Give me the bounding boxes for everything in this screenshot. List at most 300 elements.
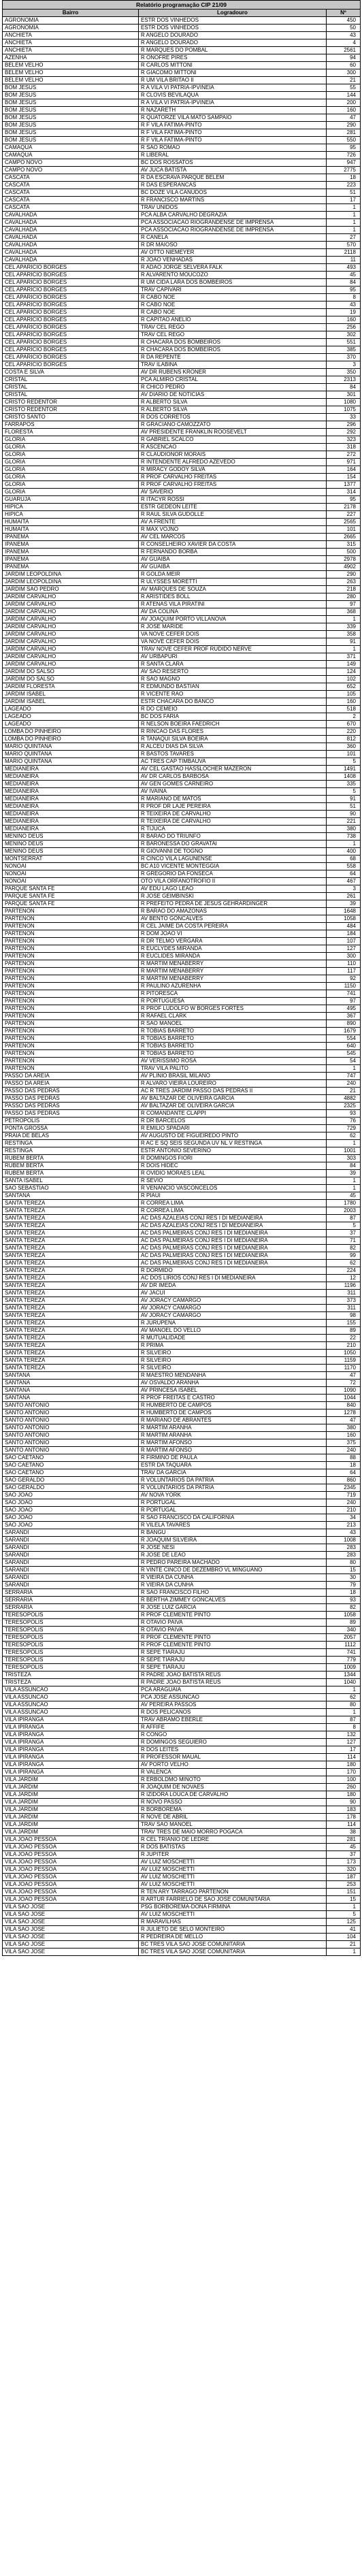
bairro-cell: SERRARIA [3,1604,139,1612]
numero-cell: 1044 [327,1395,361,1402]
bairro-cell: CRISTAL [3,376,139,384]
bairro-cell: SARANDI [3,1552,139,1559]
numero-cell: 43 [327,1529,361,1537]
numero-cell: 15 [327,1567,361,1574]
table-row [3,391,361,399]
logradouro-cell: TRAV CEL REGO [139,324,327,331]
logradouro-cell: R MARIANO DE ABRANTES [139,1417,327,1424]
table-row [3,1439,361,1447]
table-row [3,1589,361,1597]
logradouro-cell: R CLAUDIONOR MORAIS [139,451,327,459]
logradouro-cell: R SAO FRANCISCO FILHO [139,1589,327,1597]
bairro-cell: SANTANA [3,1192,139,1200]
bairro-cell: VILA IPIRANGA [3,1739,139,1746]
table-row [3,1215,361,1222]
logradouro-cell: AV SAVERIO [139,489,327,496]
logradouro-cell: R ALBERTO SILVA [139,406,327,414]
numero-cell: 92 [327,975,361,983]
bairro-cell: CEL APARICIO BORGES [3,354,139,361]
table-row [3,1499,361,1507]
bairro-cell: RUBEM BERTA [3,1170,139,1177]
numero-cell: 1170 [327,1365,361,1372]
logradouro-cell: VA NOVE CEFER DOIS [139,638,327,646]
bairro-cell: SANTO ANTONIO [3,1402,139,1409]
table-row [3,1851,361,1859]
table-row [3,983,361,990]
table-row [3,436,361,444]
numero-cell: 4882 [327,1095,361,1103]
numero-cell: 17 [327,197,361,204]
bairro-cell: SANTA TEREZA [3,1350,139,1357]
numero-cell: 170 [327,1769,361,1776]
numero-cell: 210 [327,1342,361,1350]
logradouro-cell: R CORREA LIMA [139,1207,327,1215]
numero-cell: 1 [327,1904,361,1911]
logradouro-cell: R CEL JAIME DA COSTA PEREIRA [139,923,327,930]
numero-cell: 101 [327,751,361,758]
logradouro-cell: R VOLUNTARIOS DA PATRIA [139,1477,327,1484]
logradouro-cell: AC DAS AZALEIAS CONJ RES I DI MEDIANEIRA [139,1215,327,1222]
bairro-cell: PARTENON [3,1020,139,1028]
numero-cell: 518 [327,706,361,713]
bairro-cell: PARTENON [3,1058,139,1065]
logradouro-cell: AC R TRES JARDIM PASSO DAS PEDRAS II [139,1088,327,1095]
bairro-cell: BELEM VELHO [3,77,139,84]
numero-cell: 27 [327,234,361,242]
bairro-cell: MENINO DEUS [3,833,139,841]
table-row [3,1522,361,1529]
table-row [3,1919,361,1926]
logradouro-cell: R PAULINO AZURENHA [139,983,327,990]
table-row [3,1559,361,1567]
bairro-cell: PRAIA DE BELAS [3,1132,139,1140]
bairro-cell: GLORIA [3,474,139,481]
numero-cell: 554 [327,1035,361,1043]
logradouro-cell: R DAS ESPERANCAS [139,182,327,189]
numero-cell: 97 [327,998,361,1005]
numero-cell: 90 [327,1799,361,1806]
numero-cell: 2003 [327,1207,361,1215]
logradouro-cell: R PROF CLEMENTE PINTO [139,1642,327,1649]
bairro-cell: TERESOPOLIS [3,1642,139,1649]
bairro-cell: VILA JARDIM [3,1776,139,1784]
numero-cell: 173 [327,1859,361,1866]
table-row [3,1380,361,1387]
bairro-cell: VILA JARDIM [3,1806,139,1814]
logradouro-cell: R SAO FRANCISCO DA CALIFORNIA [139,1514,327,1522]
bairro-cell: CRISTO REDENTOR [3,406,139,414]
logradouro-cell: R DR BARCELOS [139,1118,327,1125]
logradouro-cell: R ALBERTO SILVA [139,399,327,406]
table-row [3,1013,361,1020]
table-row [3,601,361,608]
logradouro-cell: R EUCLIDES MIRANDA [139,953,327,960]
bairro-cell: SARANDI [3,1559,139,1567]
table-row [3,534,361,541]
bairro-cell: CASCATA [3,182,139,189]
logradouro-cell: BC A10 VICENTE MONTEGGIA [139,863,327,870]
bairro-cell: SANTANA [3,1387,139,1395]
numero-cell: 82 [327,1245,361,1252]
logradouro-cell: AV IVAINA [139,788,327,796]
table-row [3,1065,361,1073]
bairro-cell: SANTA TEREZA [3,1207,139,1215]
table-row [3,1484,361,1492]
numero-cell: 812 [327,736,361,743]
numero-cell: 263 [327,578,361,586]
bairro-cell: IPANEMA [3,556,139,564]
bairro-cell: PARTENON [3,1043,139,1050]
bairro-cell: VILA IPIRANGA [3,1731,139,1739]
numero-cell: 747 [327,1073,361,1080]
column-header-bairro: Bairro [3,10,139,17]
logradouro-cell: ESTR GEDEON LEITE [139,504,327,511]
logradouro-cell: ESTR ANTONIO SEVERINO [139,1147,327,1155]
bairro-cell: VILA JARDIM [3,1784,139,1791]
numero-cell: 218 [327,586,361,593]
numero-cell: 1344 [327,1672,361,1679]
table-row [3,384,361,391]
bairro-cell: BOM JESUS [3,129,139,137]
bairro-cell: RUBEM BERTA [3,1162,139,1170]
table-row [3,1350,361,1357]
numero-cell: 88 [327,1454,361,1462]
numero-cell: 311 [327,1305,361,1312]
logradouro-cell: R GREGORIO DA FONSECA [139,870,327,878]
numero-cell: 4 [327,39,361,47]
bairro-cell: PARTENON [3,938,139,945]
numero-cell: 240 [327,1080,361,1088]
table-row [3,1080,361,1088]
numero-cell: 79 [327,1582,361,1589]
bairro-cell: SAO CAETANO [3,1469,139,1477]
numero-cell: 68 [327,855,361,863]
bairro-cell: CRISTAL [3,384,139,391]
table-row [3,1597,361,1604]
logradouro-cell: R DOMINGOS FIORI [139,1155,327,1162]
numero-cell: 84 [327,1162,361,1170]
logradouro-cell: R PIAUI [139,1192,327,1200]
numero-cell: 93 [327,1110,361,1118]
logradouro-cell: R GIOVANNI DE TOGNO [139,848,327,855]
bairro-cell: SARANDI [3,1567,139,1574]
bairro-cell: SANTA TEREZA [3,1327,139,1335]
bairro-cell: SANTANA [3,1395,139,1402]
bairro-cell: SANTO ANTONIO [3,1447,139,1454]
bairro-cell: SANTA TEREZA [3,1260,139,1267]
logradouro-cell: PSG BORBOREMA-DONA FIRMINA [139,1904,327,1911]
logradouro-cell: BC TRES VILA SAO JOSE COMUNITARIA [139,1949,327,1956]
numero-cell: 102 [327,676,361,683]
table-row [3,39,361,47]
table-row [3,1095,361,1103]
logradouro-cell: AV EDU LAGO LEAO [139,885,327,893]
bairro-cell: PARTENON [3,1065,139,1073]
bairro-cell: CEL APARICIO BORGES [3,339,139,346]
logradouro-cell: R PORTUGUESA [139,998,327,1005]
numero-cell: 100 [327,1776,361,1784]
bairro-cell: TERESOPOLIS [3,1664,139,1672]
logradouro-cell: R MUTUALIDADE [139,1335,327,1342]
bairro-cell: VILA JOAO PESSOA [3,1836,139,1844]
numero-cell: 4902 [327,564,361,571]
numero-cell: 296 [327,421,361,429]
bairro-cell: MEDIANEIRA [3,781,139,788]
bairro-cell: JARDIM CARVALHO [3,638,139,646]
table-row [3,399,361,406]
numero-cell: 281 [327,129,361,137]
numero-cell: 110 [327,960,361,968]
numero-cell: 18 [327,174,361,182]
bairro-cell: SANTA TEREZA [3,1312,139,1320]
numero-cell: 2665 [327,534,361,541]
numero-cell: 1196 [327,1282,361,1290]
bairro-cell: GLORIA [3,466,139,474]
logradouro-cell: R A VILA VI PATRIA-IPVINEIA [139,84,327,92]
logradouro-cell: BC TRES VILA SAO JOSE COMUNITARIA [139,1941,327,1949]
bairro-cell: VILA SAO JOSE [3,1941,139,1949]
logradouro-cell: ESTR DOS VINHEDOS [139,17,327,25]
table-row [3,414,361,421]
table-row [3,1507,361,1514]
numero-cell: 640 [327,1043,361,1050]
bairro-cell: BOM JESUS [3,99,139,107]
logradouro-cell: R COMANDANTE CLAPPI [139,1110,327,1118]
table-row [3,691,361,698]
numero-cell: 375 [327,1439,361,1447]
logradouro-cell: R DOS LEITES [139,1746,327,1754]
bairro-cell: SANTA TEREZA [3,1222,139,1230]
logradouro-cell: R DOS PELICANOS [139,1709,327,1716]
numero-cell: 1058 [327,1612,361,1619]
logradouro-cell: PCA ASSOCIACAO RIOGRANDENSE DE IMPRENSA [139,219,327,227]
logradouro-cell: R F VILA FATIMA-PINTO [139,129,327,137]
numero-cell: 558 [327,863,361,870]
table-row [3,1409,361,1417]
logradouro-cell: R TOBIAS BARRETO [139,1050,327,1058]
bairro-cell: SANTA TEREZA [3,1245,139,1252]
bairro-cell: PARTENON [3,1050,139,1058]
logradouro-cell: PCA JOSE ASSUNCAO [139,1694,327,1701]
table-row [3,885,361,893]
logradouro-cell: R PADRE JOAO BATISTA REUS [139,1679,327,1686]
table-row [3,159,361,167]
table-row [3,623,361,631]
table-row [3,227,361,234]
numero-cell: 1 [327,1185,361,1192]
table-row [3,915,361,923]
numero-cell: 280 [327,593,361,601]
numero-cell: 8 [327,294,361,301]
bairro-cell: MENINO DEUS [3,848,139,855]
logradouro-cell: R NAZARETH [139,107,327,114]
numero-cell: 89 [327,1327,361,1335]
logradouro-cell: R ATENAS VILA PIRATINI [139,601,327,608]
logradouro-cell: R ALCEU DIAS DA SILVA [139,743,327,751]
table-row [3,668,361,676]
numero-cell: 93 [327,1597,361,1604]
logradouro-cell: R BARAO DO AMAZONAS [139,908,327,915]
numero-cell: 570 [327,242,361,249]
bairro-cell: RESTINGA [3,1140,139,1147]
numero-cell: 240 [327,1447,361,1454]
table-row [3,1821,361,1829]
table-row [3,1941,361,1949]
numero-cell: 1679 [327,1028,361,1035]
logradouro-cell: R TOBIAS BARRETO [139,1035,327,1043]
numero-cell: 91 [327,796,361,803]
numero-cell: 311 [327,1290,361,1297]
bairro-cell: CAMPO NOVO [3,167,139,174]
logradouro-cell: R PEDREIRA DE MELLO [139,1934,327,1941]
bairro-cell: PARTENON [3,953,139,960]
table-body [3,17,361,1956]
bairro-cell: SANTO ANTONIO [3,1417,139,1424]
numero-cell: 64 [327,870,361,878]
logradouro-cell: AV SAO RESERTO [139,668,327,676]
table-row [3,354,361,361]
report-table [2,0,361,1956]
logradouro-cell: PCA ALMIRO CRISTAL [139,376,327,384]
numero-cell: 302 [327,331,361,339]
logradouro-cell: TRAV SAO MANOEL [139,1821,327,1829]
logradouro-cell: R MAX VOJNO [139,526,327,534]
table-row [3,1574,361,1582]
numero-cell: 779 [327,1657,361,1664]
logradouro-cell: R VINTE CINCO DE DEZEMBRO VL MINGUANO [139,1567,327,1574]
bairro-cell: SARANDI [3,1529,139,1537]
numero-cell: 367 [327,1013,361,1020]
table-row [3,376,361,384]
table-row [3,1874,361,1881]
numero-cell: 72 [327,1380,361,1387]
bairro-cell: SAO JOAO [3,1499,139,1507]
table-row [3,766,361,773]
numero-cell: 1491 [327,766,361,773]
numero-cell: 154 [327,474,361,481]
numero-cell: 1 [327,1140,361,1147]
bairro-cell: VILA SAO JOSE [3,1911,139,1919]
table-row [3,975,361,983]
bairro-cell: SANTA TEREZA [3,1237,139,1245]
logradouro-cell: BC DOS ROSSATOS [139,159,327,167]
table-row [3,549,361,556]
bairro-cell: VILA ASSUNCAO [3,1686,139,1694]
table-row [3,1230,361,1237]
logradouro-cell: AV DR CARLOS BARBOSA [139,773,327,781]
logradouro-cell: R SEPE TIARAJU [139,1664,327,1672]
logradouro-cell: AV BALTAZAR DE OLIVEIRA GARCIA [139,1095,327,1103]
table-row [3,144,361,152]
bairro-cell: SAO JOAO [3,1522,139,1529]
numero-cell: 64 [327,1469,361,1477]
table-row [3,1799,361,1806]
numero-cell: 495 [327,1005,361,1013]
logradouro-cell: R TEN ARY TARRAGO PARTENON [139,1889,327,1896]
bairro-cell: SANTA TEREZA [3,1305,139,1312]
bairro-cell: GLORIA [3,489,139,496]
bairro-cell: SARANDI [3,1537,139,1544]
bairro-cell: CRISTO SANTO [3,414,139,421]
numero-cell: 1648 [327,908,361,915]
bairro-cell: VILA IPIRANGA [3,1769,139,1776]
table-row [3,863,361,870]
table-row [3,1147,361,1155]
bairro-cell: VILA JOAO PESSOA [3,1896,139,1904]
table-row [3,1627,361,1634]
numero-cell: 62 [327,1694,361,1701]
table-row [3,841,361,848]
bairro-cell: JARDIM ISABEL [3,691,139,698]
numero-cell: 1112 [327,1642,361,1649]
logradouro-cell: AC DOS LIRIOS CONJ RES I DI MEDIANEIRA [139,1275,327,1282]
numero-cell: 22 [327,1335,361,1342]
numero-cell: 127 [327,1739,361,1746]
logradouro-cell: R JULIETO DE SELO MONTEIRO [139,1926,327,1934]
numero-cell: 12 [327,1275,361,1282]
table-row [3,1260,361,1267]
logradouro-cell: R FRANCISCO MARTINS [139,197,327,204]
bairro-cell: TERESOPOLIS [3,1612,139,1619]
numero-cell: 840 [327,1402,361,1409]
logradouro-cell: R JOSE DE LEAO [139,1552,327,1559]
numero-cell: 95 [327,287,361,294]
numero-cell: 1 [327,616,361,623]
table-row [3,1619,361,1627]
numero-cell: 1075 [327,406,361,414]
logradouro-cell: R MARAVILHAS [139,1919,327,1926]
numero-cell: 652 [327,683,361,691]
numero-cell: 76 [327,1118,361,1125]
table-row [3,751,361,758]
bairro-cell: VILA JARDIM [3,1799,139,1806]
numero-cell: 1 [327,219,361,227]
table-row [3,1005,361,1013]
bairro-cell: BOM JESUS [3,122,139,129]
numero-cell: 51 [327,189,361,197]
numero-cell: 741 [327,990,361,998]
table-row [3,1200,361,1207]
bairro-cell: MEDIANEIRA [3,818,139,826]
logradouro-cell: R DA REPENTE [139,354,327,361]
bairro-cell: LOMBA DO PINHEIRO [3,736,139,743]
numero-cell: 99 [327,1252,361,1260]
table-row [3,114,361,122]
bairro-cell: SANTA TEREZA [3,1200,139,1207]
numero-cell: 47 [327,1372,361,1380]
numero-cell: 1 [327,646,361,653]
logradouro-cell: R VILELA TAVARES [139,1522,327,1529]
logradouro-cell: R CLOVIS BEVILAQUA [139,92,327,99]
table-row [3,706,361,713]
bairro-cell: PARTENON [3,915,139,923]
numero-cell: 71 [327,1237,361,1245]
table-row [3,481,361,489]
logradouro-cell: R VENANCIO VASCONCELOS [139,1185,327,1192]
bairro-cell: LAGEADO [3,706,139,713]
table-row [3,631,361,638]
table-row [3,855,361,863]
table-row [3,219,361,227]
table-row [3,908,361,915]
bairro-cell: AGRONOMIA [3,17,139,25]
logradouro-cell: R DOS BATISTAS [139,1844,327,1851]
table-row [3,249,361,257]
logradouro-cell: R TOBIAS BARRETO [139,1043,327,1050]
logradouro-cell: ESTR DOS VINHEDOS [139,25,327,32]
table-row [3,1784,361,1791]
numero-cell: 253 [327,1881,361,1889]
